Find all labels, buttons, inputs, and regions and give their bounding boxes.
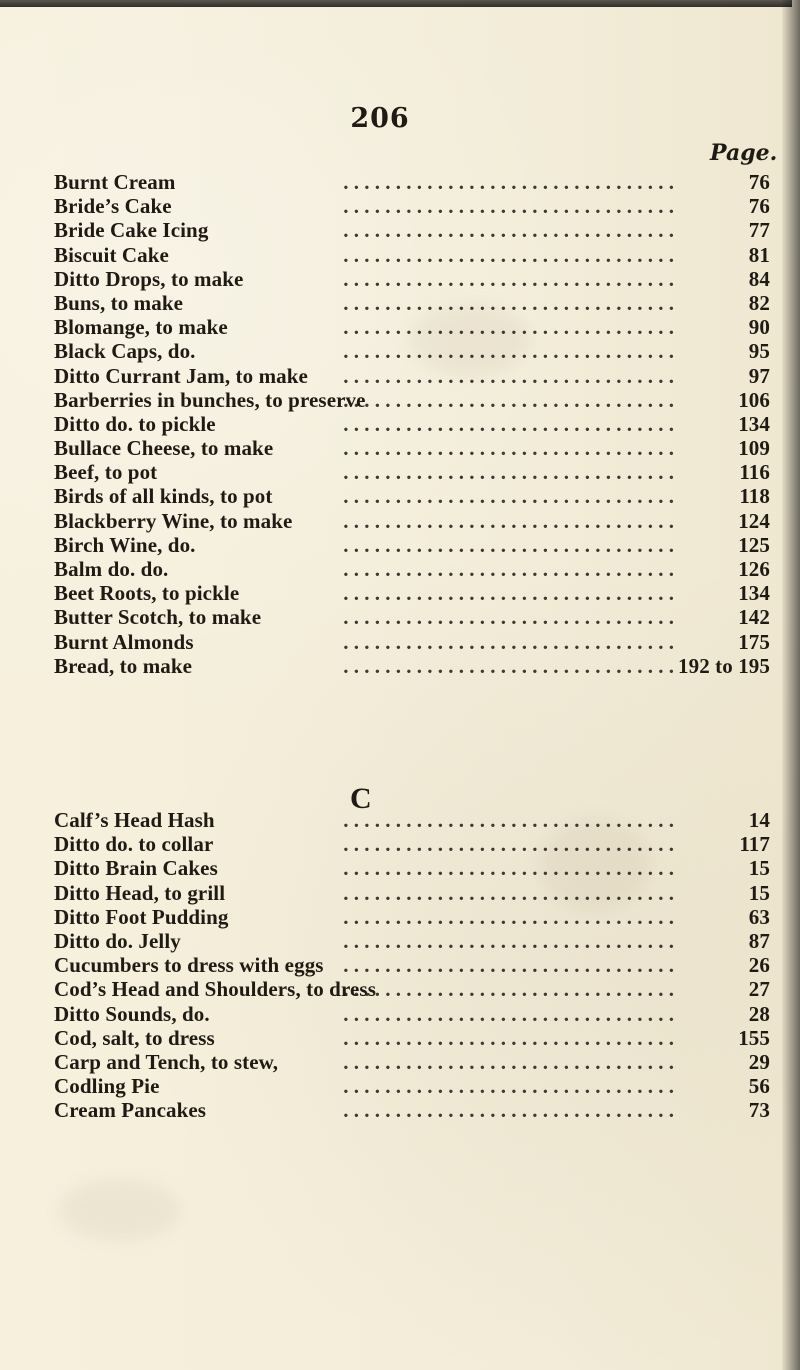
entry-title: Ditto do. to collar [54,832,214,857]
index-entry [54,460,770,484]
entry-title: Ditto Head, to grill [54,880,226,905]
entry-page: 134 [738,411,770,436]
entry-page: 90 [748,315,770,340]
index-entry [54,315,770,339]
index-entry [54,654,770,678]
entry-page: 125 [738,532,770,557]
entry-page: 15 [748,856,770,881]
entry-page: 118 [739,484,770,509]
index-entry [54,339,770,363]
entry-page: 117 [739,832,770,857]
page-number: 206 [350,103,410,134]
entry-page: 14 [748,808,770,832]
entry-title: Balm do. do. [54,557,169,581]
index-entry [54,194,770,218]
entry-title: Ditto Foot Pudding [54,904,229,929]
entry-title: Carp and Tench, to stew, [54,1049,279,1074]
index-entry [54,1098,770,1122]
entry-page: 81 [748,242,770,267]
page-column-heading: Page. [710,140,778,166]
index-entry [54,1074,770,1098]
index-entry [54,881,770,905]
entry-title: Biscuit Cake [54,242,169,267]
entry-page: 26 [748,953,770,978]
entry-page: 84 [748,266,770,291]
entry-title: Codling Pie [54,1074,160,1099]
index-entry [54,436,770,460]
index-entry [54,388,770,412]
index-entry [54,291,770,315]
entry-page: 29 [748,1049,770,1074]
entry-title: Black Caps, do. [54,339,196,364]
index-entry [54,412,770,436]
entry-title: Ditto Drops, to make [54,266,244,291]
entry-title: Bride’s Cake [54,194,172,219]
paper-stain [60,1180,180,1240]
entry-title: Cod, salt, to dress [54,1025,215,1050]
entry-page: 63 [748,904,770,929]
entry-title: Buns, to make [54,290,184,315]
entry-title: Burnt Almonds [54,629,194,654]
entry-page: 126 [738,557,770,581]
index-entry [54,218,770,242]
entry-page: 134 [738,581,770,606]
entry-title: Butter Scotch, to make [54,605,262,630]
entry-page: 97 [748,363,770,388]
index-entry [54,605,770,629]
entry-title: Blomange, to make [54,315,228,340]
entry-title: Bread, to make [54,653,193,678]
entry-page: 56 [748,1074,770,1099]
index-entry [54,905,770,929]
entry-page: 15 [748,880,770,905]
entry-page: 87 [748,928,770,953]
index-entry [54,509,770,533]
entry-title: Birds of all kinds, to pot [54,484,273,509]
index-entry [54,808,770,832]
entry-page: 192 to 195 [678,653,770,678]
index-entry [54,267,770,291]
entry-page: 28 [748,1001,770,1026]
entry-title: Bride Cake Icing [54,218,209,243]
entry-title: Ditto Currant Jam, to make [54,363,308,388]
index-entry [54,364,770,388]
index-entry [54,856,770,880]
entry-title: Beef, to pot [54,460,158,485]
entry-title: Bullace Cheese, to make [54,436,274,461]
section-letter-c: C [350,782,372,815]
index-entry [54,484,770,508]
index-entry [54,977,770,1001]
entry-title: Ditto Sounds, do. [54,1001,210,1026]
entry-title: Cream Pancakes [54,1098,207,1123]
entry-page: 27 [748,977,770,1002]
index-entry [54,1002,770,1026]
index-entry [54,953,770,977]
index-entry [54,170,770,194]
top-page-edge [0,0,792,7]
entry-page: 142 [738,605,770,630]
index-entry [54,557,770,581]
entry-title: Ditto do. Jelly [54,928,181,953]
entry-page: 95 [748,339,770,364]
entry-page: 73 [748,1098,770,1123]
entry-page: 82 [748,290,770,315]
entry-title: Birch Wine, do. [54,532,196,557]
index-entry [54,243,770,267]
entry-page: 76 [748,194,770,219]
index-entry [54,1026,770,1050]
index-section-b [54,170,770,678]
index-entry [54,533,770,557]
entry-page: 116 [739,460,770,485]
index-entry [54,1050,770,1074]
index-section-c [54,808,770,1122]
index-entry [54,581,770,605]
index-entry [54,832,770,856]
right-page-shadow [782,0,800,1370]
index-entry [54,630,770,654]
entry-title: Ditto do. to pickle [54,411,216,436]
entry-title: Calf’s Head Hash [54,808,215,832]
entry-title: Blackberry Wine, to make [54,508,293,533]
entry-page: 109 [738,436,770,461]
entry-title: Barberries in bunches, to preserve [54,387,366,412]
entry-title: Ditto Brain Cakes [54,856,218,881]
entry-title: Cucumbers to dress with eggs [54,953,324,978]
entry-page: 77 [748,218,770,243]
entry-page: 76 [748,170,770,194]
entry-title: Beet Roots, to pickle [54,581,240,606]
entry-page: 155 [738,1025,770,1050]
entry-page: 175 [738,629,770,654]
entry-page: 106 [738,387,770,412]
entry-title: Cod’s Head and Shoulders, to dress [54,977,376,1002]
entry-title: Burnt Cream [54,170,176,194]
index-entry [54,929,770,953]
entry-page: 124 [738,508,770,533]
